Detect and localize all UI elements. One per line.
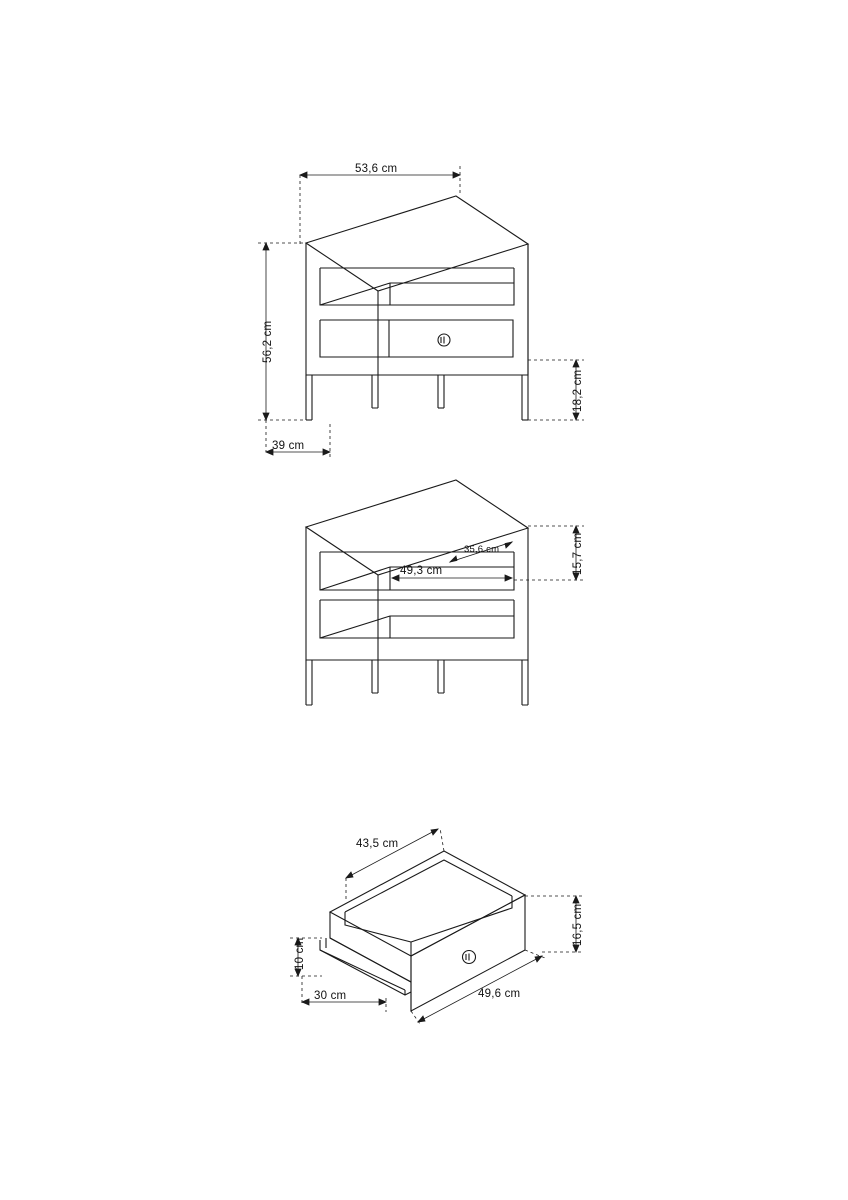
dim-label-front-width-49-6: 49,6 cm xyxy=(478,988,521,1000)
dim-label-height-56-2: 56,2 cm xyxy=(262,320,274,363)
top-panel xyxy=(306,196,528,291)
top-panel-2 xyxy=(306,480,528,575)
leg-front-left xyxy=(306,375,312,420)
leg-back-right xyxy=(438,375,444,408)
drawer-handle-detail-3 xyxy=(466,954,469,961)
dim-label-front-height-10: 10 cm xyxy=(294,937,306,970)
leg-back-right-2 xyxy=(438,660,444,693)
dim-arrow-depth-right xyxy=(323,449,330,455)
nightstand-closed-view xyxy=(0,0,848,480)
dim-arrow-fh-bottom xyxy=(295,969,301,976)
dim-arrow-width-left xyxy=(300,172,307,178)
drawer-handle-detail xyxy=(441,337,444,344)
dim-arrow-iw-left xyxy=(392,575,399,581)
dim-arrow-fw-left xyxy=(418,1016,425,1022)
leg-front-right-2 xyxy=(522,660,528,705)
drawer-detail-svg xyxy=(0,790,848,1070)
dim-arrow-height-top xyxy=(263,243,269,250)
dim-arrow-diw-right xyxy=(431,829,438,835)
dim-arrow-dd-left xyxy=(302,999,309,1005)
dim-label-inner-width-49-3: 49,3 cm xyxy=(400,565,443,577)
dim-label-drawer-inner-width-43-5: 43,5 cm xyxy=(356,838,399,850)
nightstand-open-shelf-view xyxy=(0,470,848,760)
dim-arrow-diw-left xyxy=(346,872,353,878)
niche-shelf-top xyxy=(320,283,514,305)
dim-ext-diw-right xyxy=(440,828,444,851)
body-front xyxy=(306,243,528,375)
dim-arrow-leg-bottom xyxy=(573,413,579,420)
dim-ext-fw-left xyxy=(411,1011,420,1024)
lower-shelf-top xyxy=(320,616,514,638)
dim-label-width-53-6: 53,6 cm xyxy=(355,163,398,175)
drawer-top-rim xyxy=(330,851,525,956)
nightstand-closed-svg xyxy=(0,0,848,480)
dim-arrow-fw-right xyxy=(535,956,542,962)
dim-arrow-dh-top xyxy=(573,896,579,903)
dim-arrow-id-left xyxy=(450,556,457,562)
drawer-front-panel xyxy=(389,320,513,357)
dim-label-leg-18-2: 18,2 cm xyxy=(572,369,584,412)
leg-back-left-2 xyxy=(372,660,378,693)
leg-back-left xyxy=(372,375,378,408)
dim-label-depth-39: 39 cm xyxy=(272,440,305,452)
dim-label-inner-depth-35-6: 35,6 cm xyxy=(464,544,500,555)
dim-label-drawer-height-16-5: 16,5 cm xyxy=(572,903,584,946)
niche-opening xyxy=(320,268,514,305)
dim-arrow-leg-top xyxy=(573,360,579,367)
leg-front-left-2 xyxy=(306,660,312,705)
drawer-left-side xyxy=(330,912,411,982)
lower-opening xyxy=(320,600,514,638)
drawer-front-left-face xyxy=(320,320,389,357)
leg-front-right xyxy=(522,375,528,420)
dim-arrow-width-right xyxy=(453,172,460,178)
drawer-inner-bottom-right xyxy=(411,896,512,942)
dim-arrow-iw-right xyxy=(505,575,512,581)
dim-arrow-dh-bottom xyxy=(573,945,579,952)
nightstand-open-shelf-svg xyxy=(0,470,848,760)
dim-label-opening-15-7: 15,7 cm xyxy=(572,532,584,575)
drawer-detail-view xyxy=(0,790,848,1070)
drawer-runner-outer xyxy=(320,940,405,990)
drawer-inner-rim xyxy=(345,860,512,912)
dim-arrow-id-right xyxy=(505,542,512,548)
dim-arrow-height-bottom xyxy=(263,413,269,420)
dim-label-drawer-depth-30: 30 cm xyxy=(314,990,347,1002)
dim-arrow-dd-right xyxy=(379,999,386,1005)
